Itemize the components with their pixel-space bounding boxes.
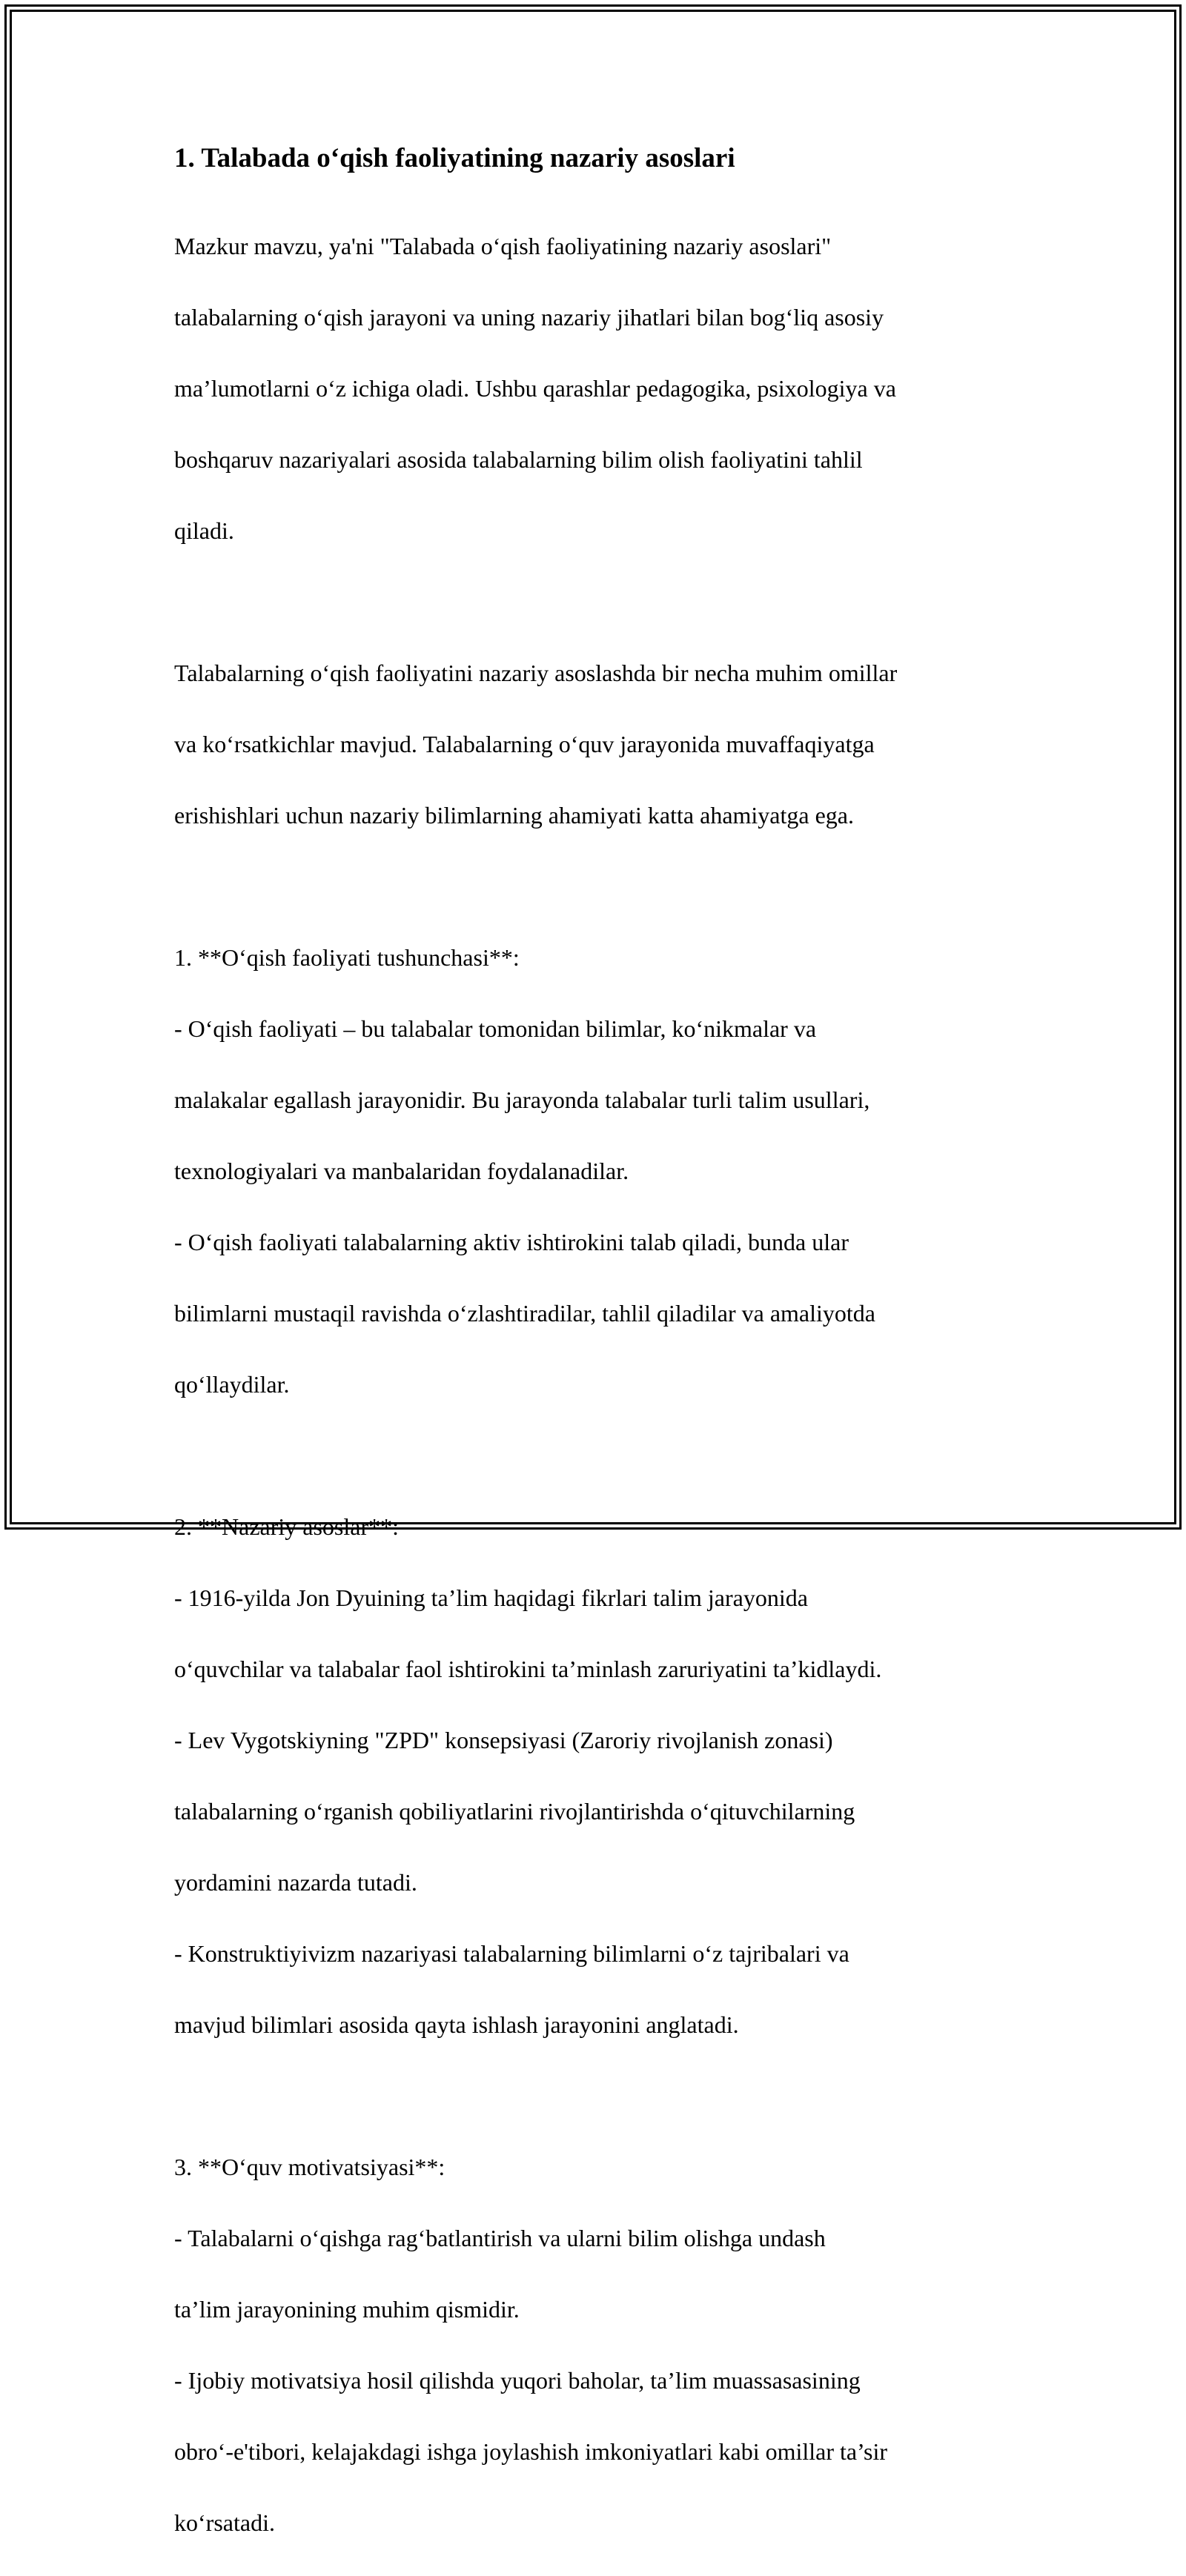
text-line: qo‘llaydilar. [174,1371,290,1398]
text-line: boshqaruv nazariyalari asosida talabalarning bilim olish faoliyatini tahlil [174,446,863,473]
text-line: texnologiyalari va manbalaridan foydalanadilar. [174,1158,629,1184]
paragraph-gap [174,1438,1019,1473]
text-line: malakalar egallash jarayonidir. Bu jarayonda talabalar turli talim usullari, [174,1086,870,1113]
section-theoretical-basis [174,1473,1019,2078]
text-line: - Konstruktiyivizm nazariyasi talabalarning bilimlarni o‘z tajribalari va [174,1940,849,1967]
text-line: ta’lim jarayonining muhim qismidir. [174,2296,520,2323]
text-line: - O‘qish faoliyati – bu talabalar tomonidan bilimlar, ko‘nikmalar va [174,1015,817,1042]
text-line: ma’lumotlarni o‘z ichiga oladi. Ushbu qarashlar pedagogika, psixologiya va [174,375,896,402]
text-line: - 1916-yilda Jon Dyuining ta’lim haqidagi fikrlari talim jarayonida [174,1584,808,1611]
text-line: Mazkur mavzu, ya'ni "Talabada o‘qish faoliyatining nazariy asoslari" [174,233,832,259]
text-line: va ko‘rsatkichlar mavjud. Talabalarning o‘quv jarayonida muvaffaqiyatga [174,731,875,757]
paragraph-gap [174,2078,1019,2114]
section-heading: 2. **Nazariy asoslar**: [174,1513,400,1540]
text-line: mavjud bilimlari asosida qayta ishlash jarayonini anglatadi. [174,2011,739,2038]
section-heading: 3. **O‘quv motivatsiyasi**: [174,2154,445,2180]
text-line: Talabalarning o‘qish faoliyatini nazariy asoslashda bir necha muhim omillar [174,660,898,686]
text-line: - Talabalarni o‘qishga rag‘batlantirish va ularni bilim olishga undash [174,2225,826,2251]
text-line: - Ijobiy motivatsiya hosil qilishda yuqori baholar, ta’lim muassasasining [174,2367,861,2394]
section-reading-activity [174,904,1019,1438]
intro-paragraph [174,193,1019,584]
text-line: erishishlari uchun nazariy bilimlarning ahamiyati katta ahamiyatga ega. [174,802,854,829]
section-motivation [174,2114,1019,2576]
text-line: - Lev Vygotskiyning "ZPD" konsepsiyasi (Zaroriy rivojlanish zonasi) [174,1727,833,1753]
document-body [174,138,1019,2576]
second-paragraph [174,620,1019,869]
text-line: talabalarning o‘rganish qobiliyatlarini rivojlantirishda o‘qituvchilarning [174,1798,855,1825]
text-line: talabalarning o‘qish jarayoni va uning nazariy jihatlari bilan bog‘liq asosiy [174,304,884,331]
paragraph-gap [174,869,1019,904]
text-line: - O‘qish faoliyati talabalarning aktiv ishtirokini talab qiladi, bunda ular [174,1229,849,1255]
text-line: ko‘rsatadi. [174,2509,275,2536]
document-title: 1. Talabada o‘qish faoliyatining nazariy asoslari [174,143,735,173]
text-line: o‘quvchilar va talabalar faol ishtirokini ta’minlash zaruriyatini ta’kidlaydi. [174,1656,882,1682]
text-line: qiladi. [174,517,234,544]
text-line: obro‘-e'tibori, kelajakdagi ishga joylashish imkoniyatlari kabi omillar ta’sir [174,2438,887,2465]
text-line: bilimlarni mustaqil ravishda o‘zlashtiradilar, tahlil qiladilar va amaliyotda [174,1300,875,1327]
paragraph-gap [174,584,1019,620]
section-heading: 1. **O‘qish faoliyati tushunchasi**: [174,944,520,971]
text-line: yordamini nazarda tutadi. [174,1869,417,1896]
